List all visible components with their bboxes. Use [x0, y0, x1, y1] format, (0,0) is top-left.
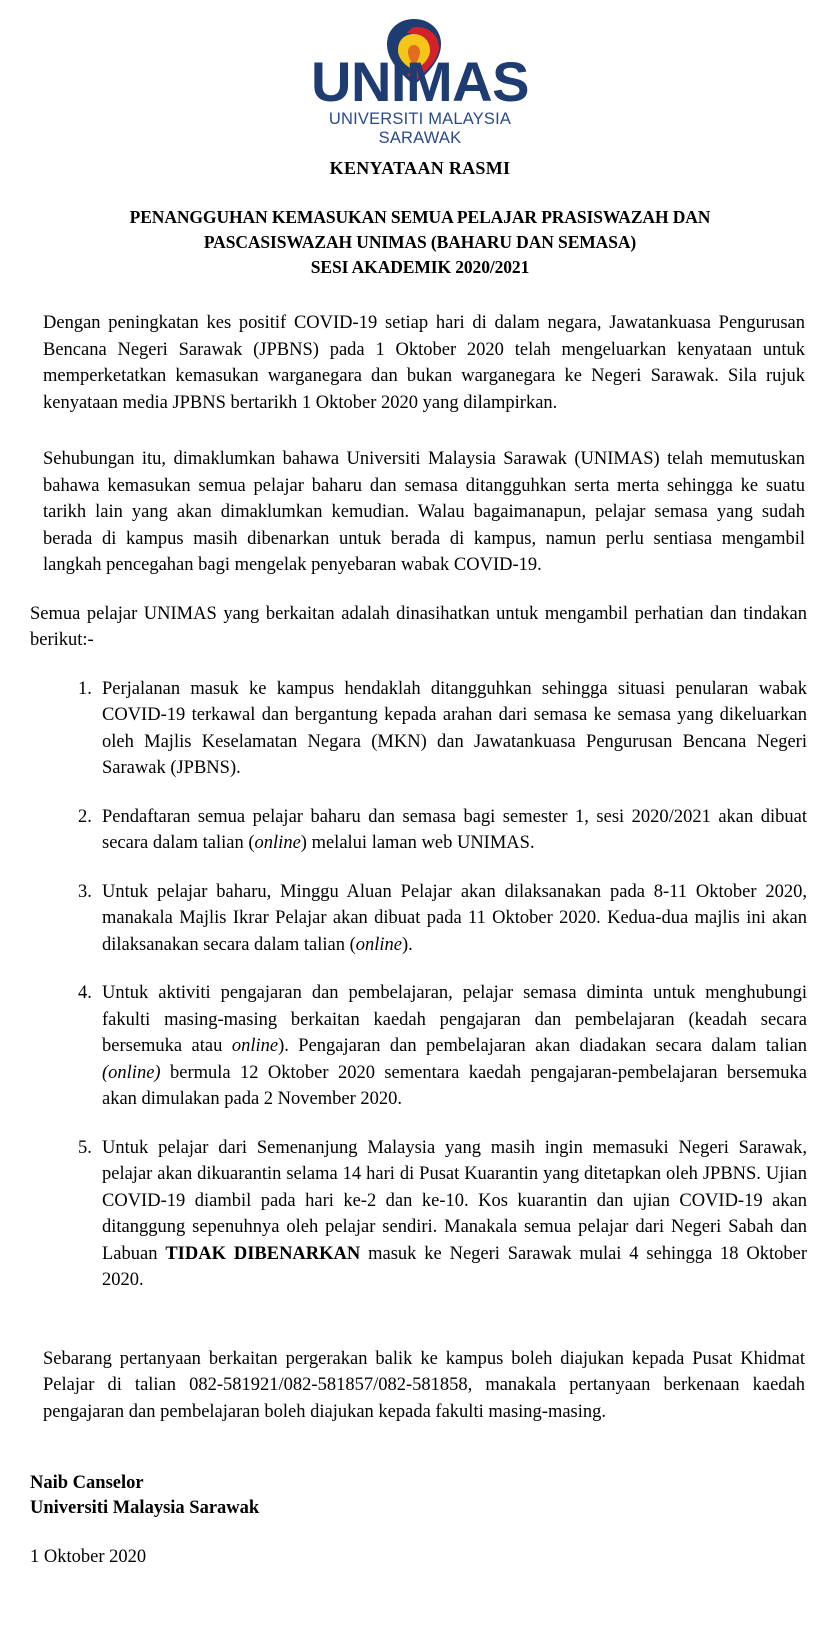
subject-line-1: PENANGGUHAN KEMASUKAN SEMUA PELAJAR PRASISWAZAH DAN	[129, 207, 711, 227]
subject-line-3: SESI AKADEMIK 2020/2021	[310, 257, 530, 277]
list-item-text: Pendaftaran semua pelajar baharu dan semasa bagi semester 1, sesi 2020/2021 akan dibuat secara dalam talian (online) melalui laman web UNIMAS.	[102, 806, 807, 853]
list-item-text: Untuk pelajar baharu, Minggu Aluan Pelajar akan dilaksanakan pada 8-11 Oktober 2020, manakala Majlis Ikrar Pelajar akan dibuat pada 11 Oktober 2020. Kedua-dua majlis ini akan dilaksanakan secara dalam talian (online).	[102, 881, 807, 955]
list-item-number: 4.	[78, 983, 92, 1003]
logo-tagline: UNIVERSITI MALAYSIA SARAWAK	[328, 110, 512, 147]
paragraph-1: Dengan peningkatan kes positif COVID-19 setiap hari di dalam negara, Jawatankuasa Pengurusan Bencana Negeri Sarawak (JPBNS) pada 1 Oktober 2020 telah mengeluarkan kenyataan untuk memperketatkan kemasukan warganegara dan bukan warganegara ke Negeri Sarawak. Sila rujuk kenyataan media JPBNS bertarikh 1 Oktober 2020 yang dilampirkan.	[43, 313, 805, 413]
list-item-text: Untuk aktiviti pengajaran dan pembelajaran, pelajar semasa diminta untuk menghubungi fakulti masing-masing berkaitan kaedah pengajaran dan pembelajaran (keadah secara bersemuka atau online). Pengajaran dan pembelajaran akan diadakan secara dalam talian (online) bermula 12 Oktober 2020 sementara kaedah pengajaran-pembelajaran bersemuka akan dimulakan pada 2 November 2020.	[102, 983, 807, 1109]
list-item-text: Perjalanan masuk ke kampus hendaklah ditangguhkan sehingga situasi penularan wabak COVID-19 terkawal dan bergantung kepada arahan dari semasa ke semasa yang dikeluarkan oleh Majlis Keselamatan Negara (MKN) dan Jawatankuasa Pengurusan Bencana Negeri Sarawak (JPBNS).	[102, 678, 807, 778]
list-item-number: 1.	[78, 678, 92, 699]
instruction-list	[30, 676, 810, 1294]
unimas-logo	[30, 0, 810, 147]
signatory-title: Naib Canselor	[30, 1473, 144, 1493]
closing-paragraph: Sebarang pertanyaan berkaitan pergerakan balik ke kampus boleh diajukan kepada Pusat Khidmat Pelajar di talian 082-581921/082-581857/082-581858, manakala pertanyaan berkenaan kaedah pengajaran dan pembelajaran boleh diajukan kepada fakulti masing-masing.	[43, 1348, 805, 1422]
list-item	[30, 1135, 810, 1294]
logo-mark-row	[287, 18, 553, 147]
official-statement-heading: KENYATAAN RASMI	[329, 158, 511, 178]
list-item-number: 5.	[78, 1137, 92, 1158]
list-item	[30, 676, 810, 782]
list-item	[30, 879, 810, 959]
list-item-number: 2.	[78, 806, 92, 827]
paragraph-3: Semua pelajar UNIMAS yang berkaitan adalah dinasihatkan untuk mengambil perhatian dan tindakan berikut:-	[30, 603, 807, 650]
signatory-institution: Universiti Malaysia Sarawak	[30, 1498, 260, 1518]
subject-line-2: PASCASISWAZAH UNIMAS (BAHARU DAN SEMASA)	[203, 232, 637, 252]
list-item	[30, 980, 810, 1113]
list-item-text: Untuk pelajar dari Semenanjung Malaysia yang masih ingin memasuki Negeri Sarawak, pelajar akan dikuarantin selama 14 hari di Pusat Kuarantin yang ditetapkan oleh JPBNS. Ujian COVID-19 diambil pada hari ke-2 dan ke-10. Kos kuarantin dan ujian COVID-19 akan ditanggung sepenuhnya oleh pelajar sendiri. Manakala semua pelajar dari Negeri Sabah dan Labuan TIDAK DIBENARKAN masuk ke Negeri Sarawak mulai 4 sehingga 18 Oktober 2020.	[102, 1137, 807, 1290]
subject-heading	[30, 205, 810, 280]
logo-wordmark: UNIMAS	[311, 50, 529, 113]
signature-block	[30, 1471, 810, 1521]
paragraph-2: Sehubungan itu, dimaklumkan bahawa Universiti Malaysia Sarawak (UNIMAS) telah memutuskan bahawa kemasukan semua pelajar baharu dan semasa ditangguhkan serta merta sehingga ke suatu tarikh lain yang akan dimaklumkan kemudian. Walau bagaimanapun, pelajar semasa yang sudah berada di kampus masih dibenarkan untuk berada di kampus, namun perlu sentiasa mengambil langkah pencegahan bagi mengelak penyebaran wabak COVID-19.	[43, 449, 805, 575]
document-date: 1 Oktober 2020	[30, 1547, 147, 1567]
list-item	[30, 804, 810, 857]
list-item-number: 3.	[78, 881, 92, 902]
